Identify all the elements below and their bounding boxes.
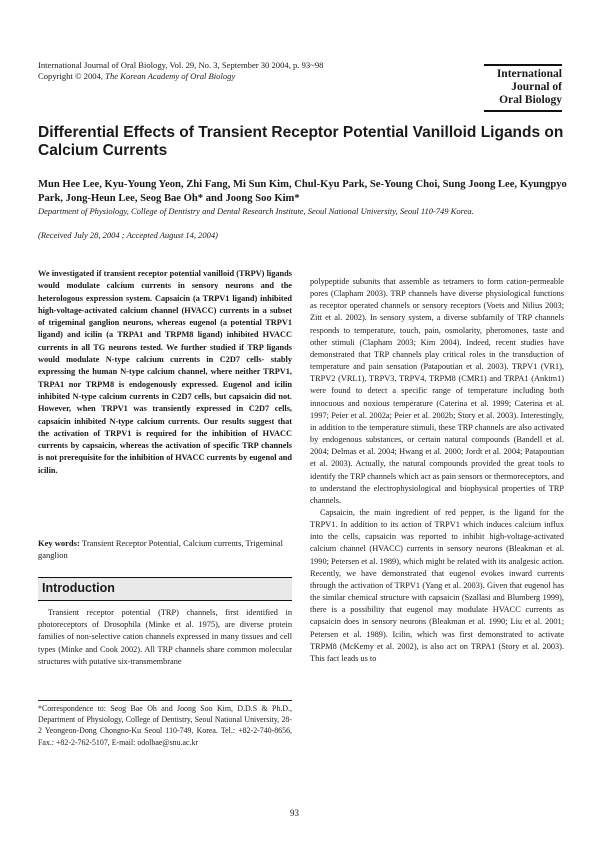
- keywords: [38, 537, 292, 561]
- journal-box-line: Journal of: [511, 81, 562, 93]
- citation-header: [38, 60, 398, 82]
- journal-box-line: Oral Biology: [499, 94, 562, 106]
- article-title: Differential Effects of Transient Receptor Potential Vanilloid Ligands on Calcium Currents: [38, 124, 564, 159]
- copyright-line: [38, 71, 398, 82]
- introduction-heading-bar: [38, 577, 292, 601]
- copyright-org: The Korean Academy of Oral Biology: [105, 71, 236, 81]
- author-list: Mun Hee Lee, Kyu-Young Yeon, Zhi Fang, Mi Sun Kim, Chul-Kyu Park, Se-Young Choi, Sung Joong Lee, Kyungpyo Park, Jong-Heun Lee, Seog Bae Oh* and Joong Soo Kim*: [38, 179, 567, 204]
- journal-box-line: International: [496, 68, 562, 80]
- page-number: 93: [290, 808, 299, 818]
- body-paragraph: polypeptide subunits that assemble as tetramers to form cation-permeable pores (Clapham 2003). TRP channels have diverse physiological functions as receptor operated channels or sensory receptors (Voets and Nilius 2003; Zitt et al. 2002). In sensory system, a diverse subfamily of TRP channels responds to temperature, touch, pain, osmolarity, pheromones, taste and other stimuli (Clapham 2003; Kim 2004). Indeed, recent studies have demonstrated that TRP channels play critical roles in the transduction of temperature and pain sensation (Patapoutian et al. 2003). TRPV1 (VR1), TRPV2 (VRL1), TRPV3, TRPV4, TRPM8 (CMR1) and TRPA1 (Anktm1) were found to detect a specific range of temperature including both innocuous and noxious temperature (Caterina et al. 1999; Caterina et al. 1997; Peier et al. 2002a; Peier et al. 2002b; Story et al. 2003). Interestingly, in addition to the temperature stimuli, these TRP channels are also activated by endogenous substances, or certain natural compounds (Bandell et al. 2004; Delmas et al. 2004; Hwang et al. 2000; Jordt et al. 2004; Patapoutian et al. 2003). Actually, the natural compounds provided the great tools to identify the TRP channels which act as pain sensors or thermoreceptors, and to understand the electrophysiological and biophysical properties of TRP channels.: [310, 277, 564, 505]
- abstract-text: We investigated if transient receptor potential vanilloid (TRPV) ligands would modulate calcium currents in sensory neurons and the heterologous expression system. Capsaicin (a TRPV1 ligand) inhibited high-voltage-activated calcium channel (HVACC) currents in a subset of trigeminal ganglion neurons, whereas eugenol (a potential TRPV1 ligand) and icilin (a TRPA1 and TRPM8 ligand) inhibited HVACC currents in all TG neurons tested. We further studied if TRP ligands would modulate N-type calcium currents in C2D7 cells- stably expressing the human N-type calcium channel, where neither TRPV1, TRPA1 nor TRPM8 is endogenously expressed. Eugenol and icilin inhibited N-type calcium currents in C2D7 cells, but capsaicin did not. However, when TRPV1 was transiently expressed in C2D7 cells, capsaicin inhibited N-type calcium currents. Our results suggest that the activation of TRPV1 is required for the inhibition of HVACC currents by capsaicin, whereas the activation of specific TRP channels is not prerequisite for the inhibition of HVACC currents by eugenol and icilin.: [38, 269, 292, 475]
- received-dates: (Received July 28, 2004 ; Accepted August 14, 2004): [38, 230, 219, 240]
- correspondence-footnote: *Correspondence to: Seog Bae Oh and Joong Soo Kim, D.D.S & Ph.D., Department of Physiology, College of Dentistry, Seoul National University, 28-2 Yeongeon-Dong Chongno-Ku Seoul 110-749, Korea. Tel.: +82-2-740-8656, Fax.: +82-2-762-5107, E-mail: odolbae@snu.ac.kr: [38, 704, 292, 747]
- introduction-heading: Introduction: [42, 581, 115, 595]
- copyright-prefix: Copyright © 2004,: [38, 71, 106, 81]
- right-column: [310, 276, 564, 665]
- journal-name-box: [484, 64, 562, 112]
- keywords-list: Transient Receptor Potential, Calcium currents, Trigeminal ganglion: [38, 538, 283, 560]
- body-paragraph: Capsaicin, the main ingredient of red pepper, is the ligand for the TRPV1. In addition to its action of TRPV1 which induces calcium influx into the cells, capsaicin was reported to inhibit high-voltage-activated calcium channel (HVACC) currents in sensory neurons (Bleakman et al. 1990; Petersen et al. 1989), which might be related with its analgesic action. Recently, we have demonstrated that eugenol evokes inward currents through the activation of TRPV1 (Yang et al. 2003). Given that eugenol has the similar chemical structure with capsaicin (Szallasi and Blumberg 1999), there is a possibility that eugenol may modulate HVACC currents as capsaicin does in sensory neurons (Bleakman et al. 1990; Liu et al. 2001; Petersen et al. 1989). Icilin, which was first demonstrated to activate TRPM8 (McKemy et al. 2002), is also act on TRPA1 (Story et al. 2003). This fact leads us to: [310, 507, 564, 663]
- introduction-paragraph: Transient receptor potential (TRP) channels, first identified in photoreceptors of Drosophila (Minke et al. 1975), are diverse protein families of non-selective cation channels expressed in many tissues and cell types (Minke and Cook 2002). All TRP channels share common molecular structures with putative six-transmembrane: [38, 608, 292, 666]
- citation-line: International Journal of Oral Biology, Vol. 29, No. 3, September 30 2004, p. 93~98: [38, 60, 324, 70]
- keywords-label: Key words:: [38, 538, 82, 548]
- author-affiliation: Department of Physiology, College of Dentistry and Dental Research Institute, Seoul National University, Seoul 110-749 Korea.: [38, 206, 474, 216]
- footnote-divider: [38, 700, 292, 701]
